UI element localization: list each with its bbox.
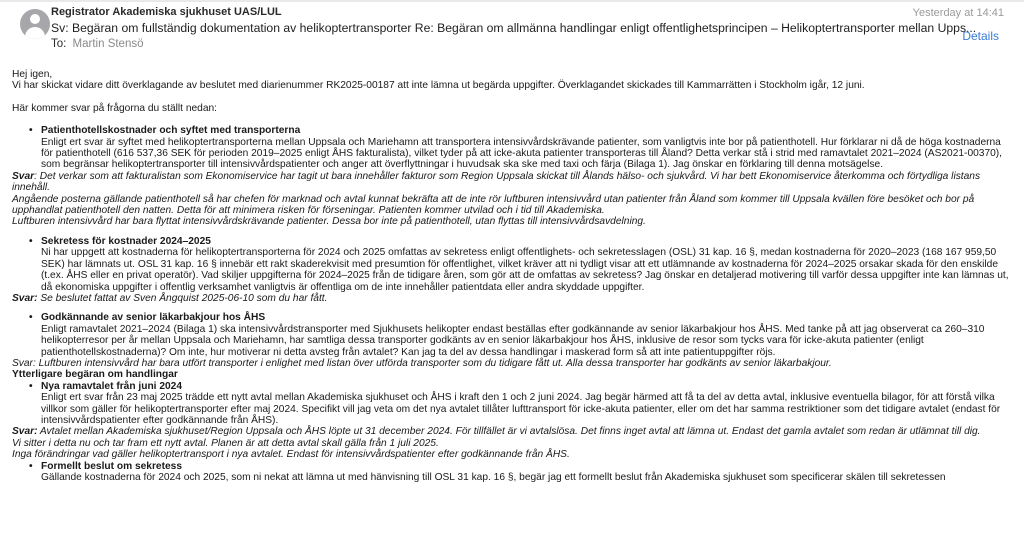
message-body [12, 69, 1012, 483]
section-title: Ytterligare begäran om handlingar [12, 369, 178, 381]
bullet-icon: • [29, 380, 33, 392]
answer-extra: Luftburen intensivvård har bara flyttat intensivvårdskrävande patienter. Dessa bor inte på patienthotell, utan flyttas till intensivvårdsavdelning. [12, 216, 646, 228]
list-item [12, 312, 1012, 358]
item-text: Enligt ert svar är syftet med helikoptertransporterna mellan Uppsala och Mariehamn att transportera intensivvårdskrävande patienter, som vanligtvis inte bor på patienthotell. Hur förklarar ni då de höga kostnaderna för patienthotell (616 537,36 SEK för perioden 2019–2025 enligt ÅHS fakturalista), vilket tyder på att icke-akuta patienter transporteras till Åland? Detta verkar stå i strid med ramavtalet 2021–2024 (AS2021-00370), som begränsar helikoptertransporter till intensivvårdspatienter och anger att överflyttningar i huvudsak ska ske med taxi och färja (Bilaga 1). Jag önskar en förklaring till denna motsägelse. [41, 136, 1003, 171]
bullet-icon: • [29, 460, 33, 472]
list-item [12, 461, 1012, 484]
answer-label: Svar [12, 170, 35, 182]
answer-text: Se beslutet fattat av Sven Ångquist 2025-06-10 som du har fått. [37, 292, 328, 304]
answer [12, 293, 1012, 304]
answer-label: Svar: [12, 292, 38, 304]
intro-paragraph: Vi har skickat vidare ditt överklagande av beslutet med diarienummer RK2025-00187 att inte lämna ut begärda uppgifter. Överklagandet skickades till Kammarrätten i Stockholm igår, 12 juni. [12, 80, 865, 92]
answer [12, 426, 1012, 437]
list-item [12, 236, 1012, 293]
recipient-row [51, 38, 144, 50]
item-title: Formellt beslut om sekretess [41, 460, 182, 472]
answer: Svar: Luftburen intensivvård har bara utfört transporter i enlighet med listan över utförda transporter som du tidigare fått ut. Alla dessa transporter har godkänts av senior läkarbakjour. [12, 357, 832, 369]
answer-text: : Det verkar som att fakturalistan som Ekonomiservice har tagit ut bara innehåller fakturor som Region Uppsala skickat till Ålands hälso- och sjukvård. Vi har bett Ekonomiservice återkomma och förtydliga listans innehåll. [12, 170, 981, 194]
to-label: To: [51, 38, 67, 50]
answer-extra: Vi sitter i detta nu och tar fram ett nytt avtal. Planen är att detta avtal skall gälla från 1 juli 2025. [12, 437, 439, 449]
recipient-name[interactable]: Martin Stensö [72, 38, 144, 50]
item-title: Sekretess för kostnader 2024–2025 [41, 235, 211, 247]
item-title: Godkännande av senior läkarbakjour hos ÅHS [41, 312, 266, 324]
answer [12, 171, 1012, 194]
lead-paragraph: Här kommer svar på frågorna du ställt nedan: [12, 102, 217, 114]
item-text: Ni har uppgett att kostnaderna för helikoptertransporterna för 2024 och 2025 omfattas av sekretess enligt offentlighets- och sekretesslagen (OSL) 31 kap. 16 §, medan kostnaderna för 2020–2023 (168 167 959,50 SEK) har lämnats ut. OSL 31 kap. 16 § innebär ett rakt skaderekvisit med presumtion för offentlighet, vilket kräver att ni tydligt visar att ett utlämnande av kostnaderna för 2024–2025 orsakar skada för den enskilde (t.ex. ÅHS eller en privat operatör). Vad skiljer uppgifterna för 2024–2025 från de tidigare åren, som gör att de omfattas av sekretess? Jag önskar en detaljerad motivering till varför dessa uppgifter inte kan lämnas ut, då ekonomiska uppgifter i offentlig verksamhet vanligtvis är offentliga om de inte innehåller patientdata eller andra skyddade uppgifter. [41, 247, 1009, 293]
message-timestamp: Yesterday at 14:41 [912, 7, 1004, 19]
list-item [12, 381, 1012, 427]
item-text: Enligt ert svar från 23 maj 2025 trädde ett nytt avtal mellan Akademiska sjukhuset och ÅHS i kraft den 1 och 2 juni 2024. Jag begär härmed att få ta del av detta avtal, inklusive eventuella bilagor, för att förstå vilka villkor som gäller för helikoptertransporter efter maj 2024. Specifikt vill jag veta om det nya avtalet tillåter lufttransport för icke-akuta patienter, eller om det har samma restriktioner som det tidigare avtalet (endast för intensivvårdspatienter efter godkännande från ÅHS). [41, 392, 1001, 426]
item-text: Enligt ramavtalet 2021–2024 (Bilaga 1) ska intensivvårdstransporter med Sjukhusets helikopter endast beställas efter godkännande av senior läkarbakjour hos ÅHS. Med tanke på att jag observerat ca 260–310 helikopterresor per år mellan Uppsala och Mariehamn, har samtliga dessa transporter godkänts av en senior läkarbakjour hos ÅHS, inklusive de resor som tycks vara för icke-akuta patienter (enligt patienthotellskostnaderna)? Om inte, hur motiverar ni detta avsteg från avtalet? Kan jag ta del av dessa handlingar i maskerad form så att inte patientuppgifter röjs. [41, 323, 985, 358]
answer-extra: Inga förändringar vad gäller helikoptertransport i nya avtalet. Endast för intensivvårdspatienter efter godkännande från ÅHS. [12, 449, 570, 461]
bullet-icon: • [29, 235, 33, 247]
details-link[interactable]: Details [962, 29, 999, 43]
message-header [0, 2, 1024, 54]
item-title: Nya ramavtalet från juni 2024 [41, 380, 182, 392]
item-text: Gällande kostnaderna för 2024 och 2025, som ni nekat att lämna ut med hänvisning till OSL 31 kap. 16 §, begär jag ett formellt beslut från Akademiska sjukhuset som specificerar skälen till sekretessen [41, 472, 946, 483]
list-item [12, 125, 1012, 171]
greeting: Hej igen, [12, 69, 53, 80]
item-title: Patienthotellskostnader och syftet med transporterna [41, 125, 301, 137]
bullet-icon: • [29, 125, 33, 137]
message-subject: Sv: Begäran om fullständig dokumentation av helikoptertransporter Re: Begäran om allmänna handlingar enligt offentlighetsprincipen – Helikoptertransporter mellan Upps... [51, 21, 977, 35]
sender-name: Registrator Akademiska sjukhuset UAS/LUL [51, 6, 282, 18]
answer-label: Svar: [12, 426, 38, 438]
answer-text: Avtalet mellan Akademiska sjukhuset/Region Uppsala och ÅHS löpte ut 31 december 2024. För tillfället är vi avtalslösa. Det finns inget avtal att lämna ut. Endast det gamla avtalet som redan är utlämnat till dig. [37, 426, 981, 438]
sender-avatar-icon [20, 9, 50, 39]
answer-extra: Angående posterna gällande patienthotell så har chefen för marknad och avtal kunnat bekräfta att de inte rör luftburen intensivvård utan patienter från Åland som kommer till Uppsala kvällen före besöket och bor på upphandlat patienthotell den natten. Detta för att minimera risken för förseningar. Patienten kommer utvilad och i tid till Akademiska. [12, 193, 975, 217]
bullet-icon: • [29, 312, 33, 324]
